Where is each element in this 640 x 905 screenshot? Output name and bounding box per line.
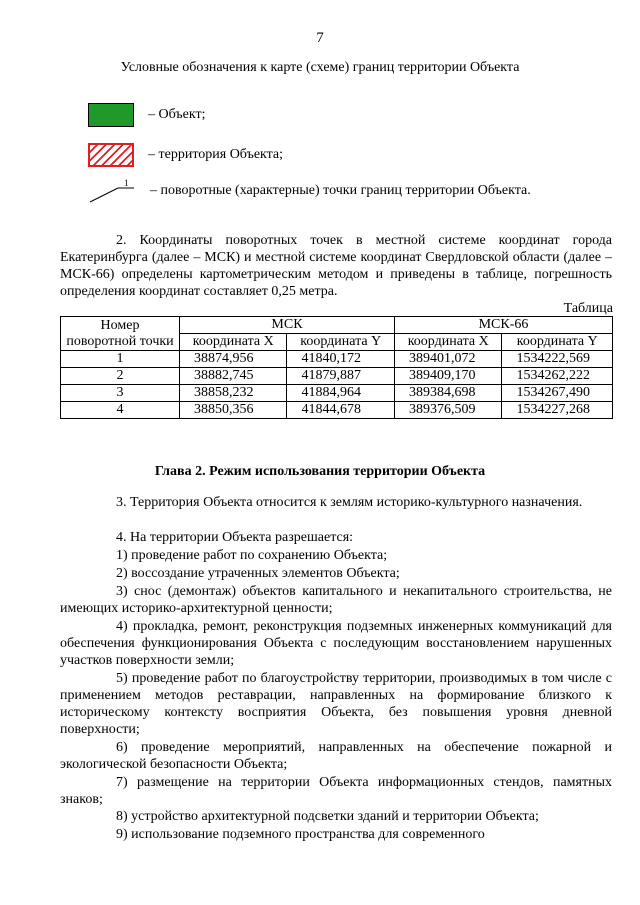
cell-msk-x: 38874,956 xyxy=(180,351,287,368)
list-item: 6) проведение мероприятий, направленных на обеспечение пожарной и экологической безопасности Объекта; xyxy=(60,740,612,772)
cell-msk66-x: 389409,170 xyxy=(394,368,501,385)
table-row xyxy=(61,402,613,419)
cell-msk-y: 41879,887 xyxy=(287,368,394,385)
cell-point: 4 xyxy=(61,402,180,419)
table-row xyxy=(61,385,613,402)
cell-msk-y: 41884,964 xyxy=(287,385,394,402)
list-item: 3) снос (демонтаж) объектов капитального и некапитального строительства, не имеющих историко-архитектурной ценности; xyxy=(60,584,612,616)
legend-item-territory xyxy=(88,142,283,168)
legend-label: – территория Объекта; xyxy=(148,147,284,162)
turning-point-icon xyxy=(88,178,136,204)
chapter-title: Глава 2. Режим использования территории Объекта xyxy=(154,464,486,479)
paragraph-3: 3. Территория Объекта относится к землям историко-культурного назначения. xyxy=(116,495,583,510)
paragraph-4: 4. На территории Объекта разрешается: xyxy=(116,530,354,545)
list-item: 2) воссоздание утраченных элементов Объекта; xyxy=(116,566,400,581)
table-caption: Таблица xyxy=(563,301,613,316)
table-row xyxy=(61,351,613,368)
column-header-msk66-x: координата X xyxy=(394,334,501,351)
list-item: 8) устройство архитектурной подсветки зданий и территории Объекта; xyxy=(116,809,539,824)
column-group-msk: МСК xyxy=(180,317,395,334)
table-row xyxy=(61,368,613,385)
cell-point: 2 xyxy=(61,368,180,385)
coordinates-table xyxy=(60,316,613,419)
cell-msk-y: 41840,172 xyxy=(287,351,394,368)
legend-item-object xyxy=(88,102,205,128)
cell-msk-y: 41844,678 xyxy=(287,402,394,419)
column-header-msk66-y: координата Y xyxy=(502,334,613,351)
list-item: 9) использование подземного пространства для современного xyxy=(116,827,485,842)
section-2-paragraph: 2. Координаты поворотных точек в местной системе координат города Екатеринбурга (далее – МСК) и местной системе координат Свердловской области (далее – МСК-66) определены картометрическим методом и приведены в таблице, погрешность определения координат составляет 0,25 метра. xyxy=(60,233,612,299)
column-group-msk66: МСК-66 xyxy=(394,317,612,334)
legend-label: – Объект; xyxy=(148,107,206,122)
cell-msk-x: 38850,356 xyxy=(180,402,287,419)
column-header-point: Номер поворотной точки xyxy=(61,317,180,351)
cell-point: 3 xyxy=(61,385,180,402)
cell-msk-x: 38858,232 xyxy=(180,385,287,402)
legend-item-points xyxy=(88,178,531,204)
cell-msk66-y: 1534262,222 xyxy=(502,368,613,385)
cell-msk66-y: 1534222,569 xyxy=(502,351,613,368)
column-header-msk-x: координата X xyxy=(180,334,287,351)
cell-msk66-y: 1534267,490 xyxy=(502,385,613,402)
legend-label: – поворотные (характерные) точки границ территории Объекта. xyxy=(150,183,531,198)
list-item: 5) проведение работ по благоустройству территории, производимых в том числе с применением методов реставрации, направленных на формирование близкого к историческому контексту восприятия Объекта, без повышения уровня дневной поверхности; xyxy=(60,671,612,737)
territory-hatch-icon xyxy=(88,143,134,167)
cell-msk-x: 38882,745 xyxy=(180,368,287,385)
point-marker: 1 xyxy=(124,178,129,188)
column-header-msk-y: координата Y xyxy=(287,334,394,351)
list-item: 7) размещение на территории Объекта информационных стендов, памятных знаков; xyxy=(60,775,612,807)
cell-msk66-x: 389376,509 xyxy=(394,402,501,419)
list-item: 1) проведение работ по сохранению Объекта; xyxy=(116,548,388,563)
cell-point: 1 xyxy=(61,351,180,368)
cell-msk66-y: 1534227,268 xyxy=(502,402,613,419)
page-number: 7 xyxy=(316,30,324,46)
cell-msk66-x: 389384,698 xyxy=(394,385,501,402)
cell-msk66-x: 389401,072 xyxy=(394,351,501,368)
list-item: 4) прокладка, ремонт, реконструкция подземных инженерных коммуникаций для обеспечения функционирования Объекта с последующим восстановлением нарушенных участков поверхности земли; xyxy=(60,619,612,668)
object-swatch-icon xyxy=(88,103,134,127)
legend-title: Условные обозначения к карте (схеме) границ территории Объекта xyxy=(120,60,520,75)
